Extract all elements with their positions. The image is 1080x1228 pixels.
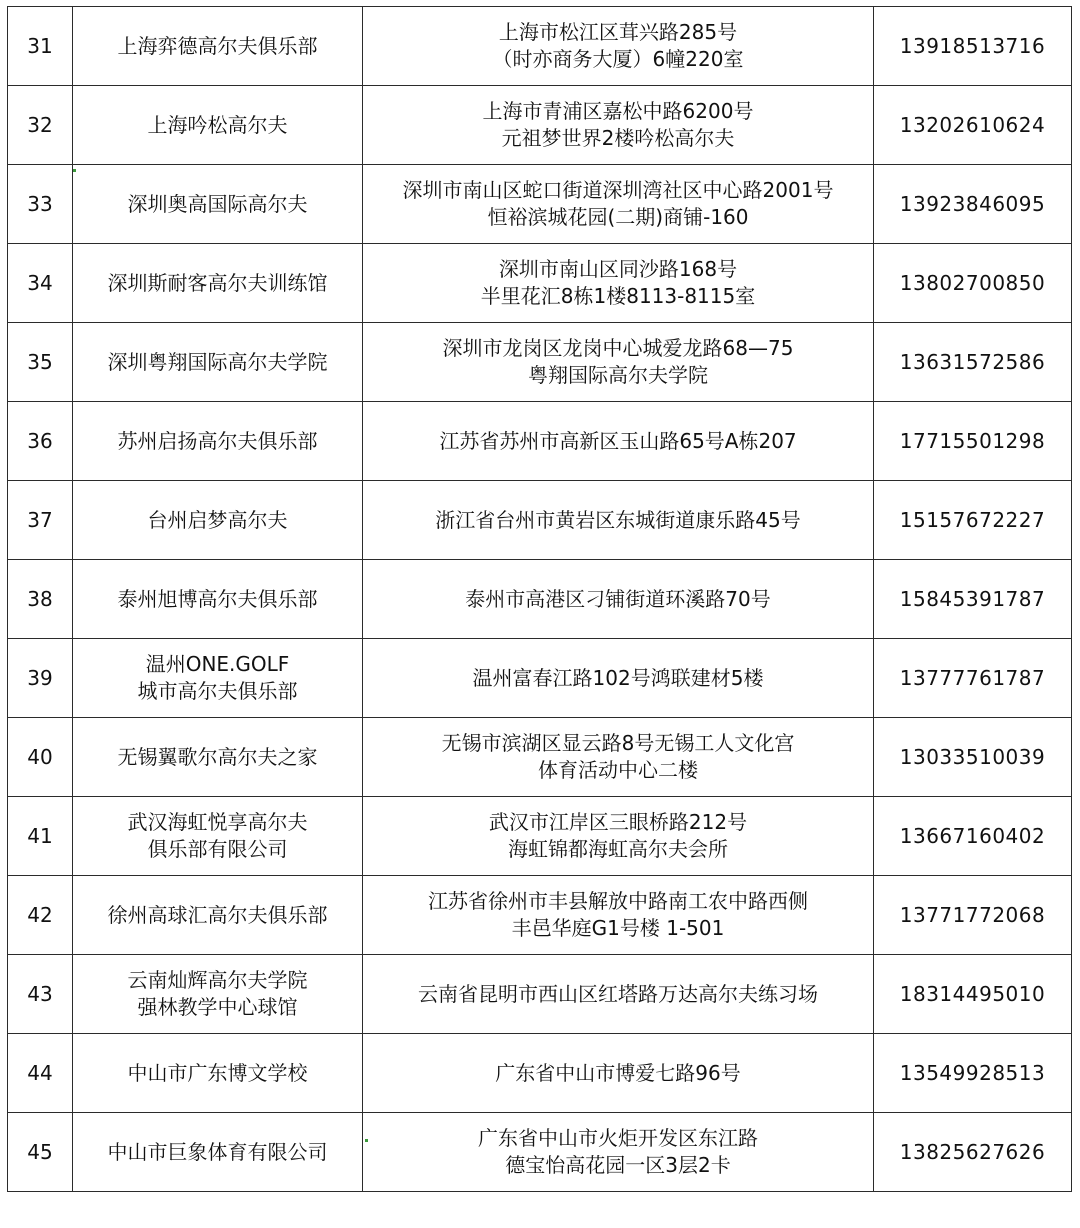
club-phone: 13667160402: [874, 797, 1072, 876]
club-name: 台州启梦高尔夫: [73, 481, 363, 560]
club-table: [7, 6, 1072, 1192]
row-index: 35: [8, 323, 73, 402]
club-name: 徐州高球汇高尔夫俱乐部: [73, 876, 363, 955]
club-name: 深圳斯耐客高尔夫训练馆: [73, 244, 363, 323]
row-index: 39: [8, 639, 73, 718]
club-phone: 13202610624: [874, 86, 1072, 165]
club-phone: 18314495010: [874, 955, 1072, 1034]
club-address: 上海市青浦区嘉松中路6200号 元祖梦世界2楼吟松高尔夫: [363, 86, 874, 165]
club-name: 温州ONE.GOLF 城市高尔夫俱乐部: [73, 639, 363, 718]
club-address: 江苏省徐州市丰县解放中路南工农中路西侧 丰邑华庭G1号楼 1-501: [363, 876, 874, 955]
green-speck-mark: [73, 169, 76, 172]
club-address: 江苏省苏州市高新区玉山路65号A栋207: [363, 402, 874, 481]
club-name: 深圳粤翔国际高尔夫学院: [73, 323, 363, 402]
table-row: [8, 797, 1072, 876]
table-row: [8, 86, 1072, 165]
club-phone: 13631572586: [874, 323, 1072, 402]
club-address: 泰州市高港区刁铺街道环溪路70号: [363, 560, 874, 639]
table-row: [8, 244, 1072, 323]
club-name: 上海吟松高尔夫: [73, 86, 363, 165]
row-index: 36: [8, 402, 73, 481]
club-address: 武汉市江岸区三眼桥路212号 海虹锦都海虹高尔夫会所: [363, 797, 874, 876]
row-index: 40: [8, 718, 73, 797]
club-address: 深圳市南山区蛇口街道深圳湾社区中心路2001号 恒裕滨城花园(二期)商铺-160: [363, 165, 874, 244]
club-phone: 13918513716: [874, 7, 1072, 86]
club-name: 上海弈德高尔夫俱乐部: [73, 7, 363, 86]
club-name: 无锡翼歌尔高尔夫之家: [73, 718, 363, 797]
green-speck-mark: [365, 1139, 368, 1142]
table-row: [8, 718, 1072, 797]
row-index: 32: [8, 86, 73, 165]
row-index: 41: [8, 797, 73, 876]
table-row: [8, 955, 1072, 1034]
club-name: 深圳奥高国际高尔夫: [73, 165, 363, 244]
club-name: 苏州启扬高尔夫俱乐部: [73, 402, 363, 481]
club-address: 温州富春江路102号鸿联建材5楼: [363, 639, 874, 718]
club-address: 上海市松江区茸兴路285号 （时亦商务大厦）6幢220室: [363, 7, 874, 86]
club-phone: 13825627626: [874, 1113, 1072, 1192]
club-address: 广东省中山市火炬开发区东江路 德宝怡高花园一区3层2卡: [363, 1113, 874, 1192]
table-row: [8, 639, 1072, 718]
row-index: 34: [8, 244, 73, 323]
club-phone: 13777761787: [874, 639, 1072, 718]
club-name: 中山市巨象体育有限公司: [73, 1113, 363, 1192]
table-row: [8, 481, 1072, 560]
table-row: [8, 165, 1072, 244]
row-index: 38: [8, 560, 73, 639]
row-index: 44: [8, 1034, 73, 1113]
club-name: 中山市广东博文学校: [73, 1034, 363, 1113]
row-index: 37: [8, 481, 73, 560]
club-phone: 13923846095: [874, 165, 1072, 244]
club-phone: 13549928513: [874, 1034, 1072, 1113]
club-address: 深圳市龙岗区龙岗中心城爱龙路68—75 粤翔国际高尔夫学院: [363, 323, 874, 402]
club-phone: 15157672227: [874, 481, 1072, 560]
club-address: 深圳市南山区同沙路168号 半里花汇8栋1楼8113-8115室: [363, 244, 874, 323]
club-address: 云南省昆明市西山区红塔路万达高尔夫练习场: [363, 955, 874, 1034]
club-name: 云南灿辉高尔夫学院 强林教学中心球馆: [73, 955, 363, 1034]
club-phone: 17715501298: [874, 402, 1072, 481]
club-name: 泰州旭博高尔夫俱乐部: [73, 560, 363, 639]
club-table-body: [8, 7, 1072, 1192]
row-index: 42: [8, 876, 73, 955]
table-row: [8, 402, 1072, 481]
table-row: [8, 876, 1072, 955]
club-phone: 13033510039: [874, 718, 1072, 797]
club-phone: 13802700850: [874, 244, 1072, 323]
table-row: [8, 1113, 1072, 1192]
row-index: 31: [8, 7, 73, 86]
table-row: [8, 323, 1072, 402]
row-index: 45: [8, 1113, 73, 1192]
club-phone: 13771772068: [874, 876, 1072, 955]
row-index: 43: [8, 955, 73, 1034]
table-row: [8, 1034, 1072, 1113]
club-address: 无锡市滨湖区显云路8号无锡工人文化宫 体育活动中心二楼: [363, 718, 874, 797]
club-address: 浙江省台州市黄岩区东城街道康乐路45号: [363, 481, 874, 560]
club-phone: 15845391787: [874, 560, 1072, 639]
club-name: 武汉海虹悦享高尔夫 俱乐部有限公司: [73, 797, 363, 876]
table-row: [8, 560, 1072, 639]
table-row: [8, 7, 1072, 86]
row-index: 33: [8, 165, 73, 244]
club-address: 广东省中山市博爱七路96号: [363, 1034, 874, 1113]
